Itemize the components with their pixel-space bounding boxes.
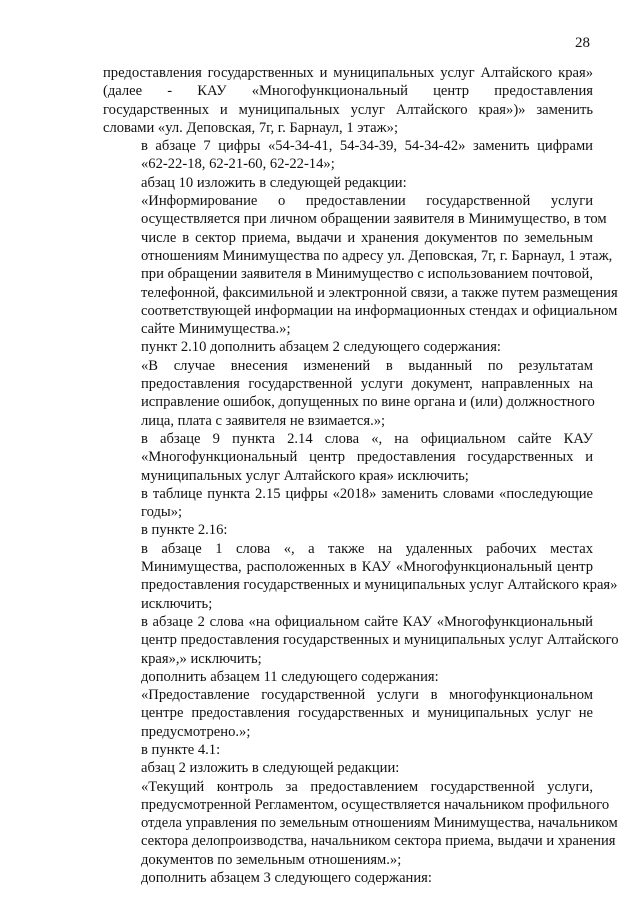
- text-line: осуществляется при личном обращении заявителя в Минимущество, в том: [141, 211, 607, 228]
- text-line: «Информирование о предоставлении государственной услуги: [141, 193, 593, 210]
- page-number: 28: [575, 35, 590, 51]
- text-line: словами «ул. Деповская, 7г, г. Барнаул, 1 этаж»;: [103, 119, 398, 136]
- text-line: «Многофункциональный центр предоставления государственных и: [141, 449, 593, 466]
- text-line: лица, плата с заявителя не взимается.»;: [141, 412, 386, 429]
- text-line: в абзаце 7 цифры «54-34-41, 54-34-39, 54-34-42» заменить цифрами: [141, 138, 593, 155]
- text-line: «Предоставление государственной услуги в многофункциональном: [141, 687, 593, 704]
- paragraph: [103, 540, 618, 613]
- paragraph: [103, 338, 593, 356]
- paragraph: [103, 668, 593, 686]
- paragraph: [103, 741, 593, 759]
- paragraph: [103, 686, 593, 741]
- text-line: предусмотренной Регламентом, осуществляется начальником профильного: [141, 796, 610, 813]
- text-line: сайте Минимущества.»;: [141, 321, 291, 338]
- text-line: в абзаце 9 пункта 2.14 слова «, на официальном сайте КАУ: [141, 430, 593, 447]
- paragraph: [103, 174, 593, 192]
- text-line: «Текущий контроль за предоставлением государственной услуги,: [141, 778, 593, 795]
- text-line: предусмотрено.»;: [141, 723, 251, 740]
- text-line: абзац 10 изложить в следующей редакции:: [141, 174, 407, 191]
- text-line: предоставления государственной услуги документ, направленных на: [141, 376, 593, 393]
- paragraph: [103, 613, 619, 668]
- paragraph: [103, 869, 593, 887]
- text-line: центре предоставления государственных и муниципальных услуг не: [141, 705, 593, 722]
- text-line: дополнить абзацем 11 следующего содержания:: [141, 668, 439, 685]
- text-line: края»,» исключить;: [141, 650, 262, 667]
- text-line: «62-22-18, 62-21-60, 62-22-14»;: [141, 156, 335, 173]
- text-line: центр предоставления государственных и муниципальных услуг Алтайского: [141, 632, 619, 649]
- text-line: в пункте 2.16:: [141, 522, 228, 539]
- text-line: при обращении заявителя в Минимущество с использованием почтовой,: [141, 266, 593, 283]
- text-line: исправление ошибок, допущенных по вине органа и (или) должностного: [141, 394, 595, 411]
- paragraph: [103, 485, 593, 522]
- paragraph: [103, 192, 618, 338]
- text-line: исключить;: [141, 595, 213, 612]
- text-line: телефонной, факсимильной и электронной связи, а также путем размещения: [141, 284, 618, 301]
- text-line: сектора делопроизводства, начальником сектора приема, выдачи и хранения: [141, 833, 616, 850]
- paragraph: [103, 137, 593, 174]
- paragraph: [103, 521, 593, 539]
- text-line: в абзаце 2 слова «на официальном сайте КАУ «Многофункциональный: [141, 613, 593, 630]
- text-line: годы»;: [141, 504, 183, 521]
- text-line: предоставления государственных и муниципальных услуг Алтайского края»: [103, 65, 593, 81]
- text-line: в таблице пункта 2.15 цифры «2018» заменить словами «последующие: [141, 485, 593, 502]
- paragraph: [103, 778, 618, 869]
- text-line: «В случае внесения изменений в выданный по результатам: [141, 357, 593, 374]
- text-line: дополнить абзацем 3 следующего содержания:: [141, 870, 432, 887]
- text-line: в абзаце 1 слова «, а также на удаленных рабочих местах: [141, 540, 593, 557]
- text-line: муниципальных услуг Алтайского края» исключить;: [141, 467, 469, 484]
- text-line: государственных и муниципальных услуг Алтайского края»)» заменить: [103, 101, 593, 118]
- paragraph: [103, 430, 593, 485]
- text-line: соответствующей информации на информационных стендах и официальном: [141, 302, 618, 319]
- text-line: документов по земельным отношениям.»;: [141, 851, 402, 868]
- text-line: отдела управления по земельным отношениям Минимущества, начальником: [141, 815, 618, 832]
- paragraph: [103, 357, 593, 430]
- document-body: [103, 64, 619, 887]
- text-line: Минимущества, расположенных в КАУ «Многофункциональный центр: [141, 559, 593, 576]
- paragraph: [103, 64, 593, 137]
- text-line: предоставления государственных и муниципальных услуг Алтайского края»: [141, 577, 618, 594]
- paragraph: [103, 759, 593, 777]
- text-line: пункт 2.10 дополнить абзацем 2 следующего содержания:: [141, 339, 501, 356]
- text-line: отношениям Минимущества по адресу ул. Деповская, 7г, г. Барнаул, 1 этаж,: [141, 247, 613, 264]
- text-line: абзац 2 изложить в следующей редакции:: [141, 760, 400, 777]
- text-line: в пункте 4.1:: [141, 741, 221, 758]
- text-line: числе в сектор приема, выдачи и хранения документов по земельным: [141, 229, 593, 246]
- text-line: (далее - КАУ «Многофункциональный центр предоставления: [103, 83, 593, 100]
